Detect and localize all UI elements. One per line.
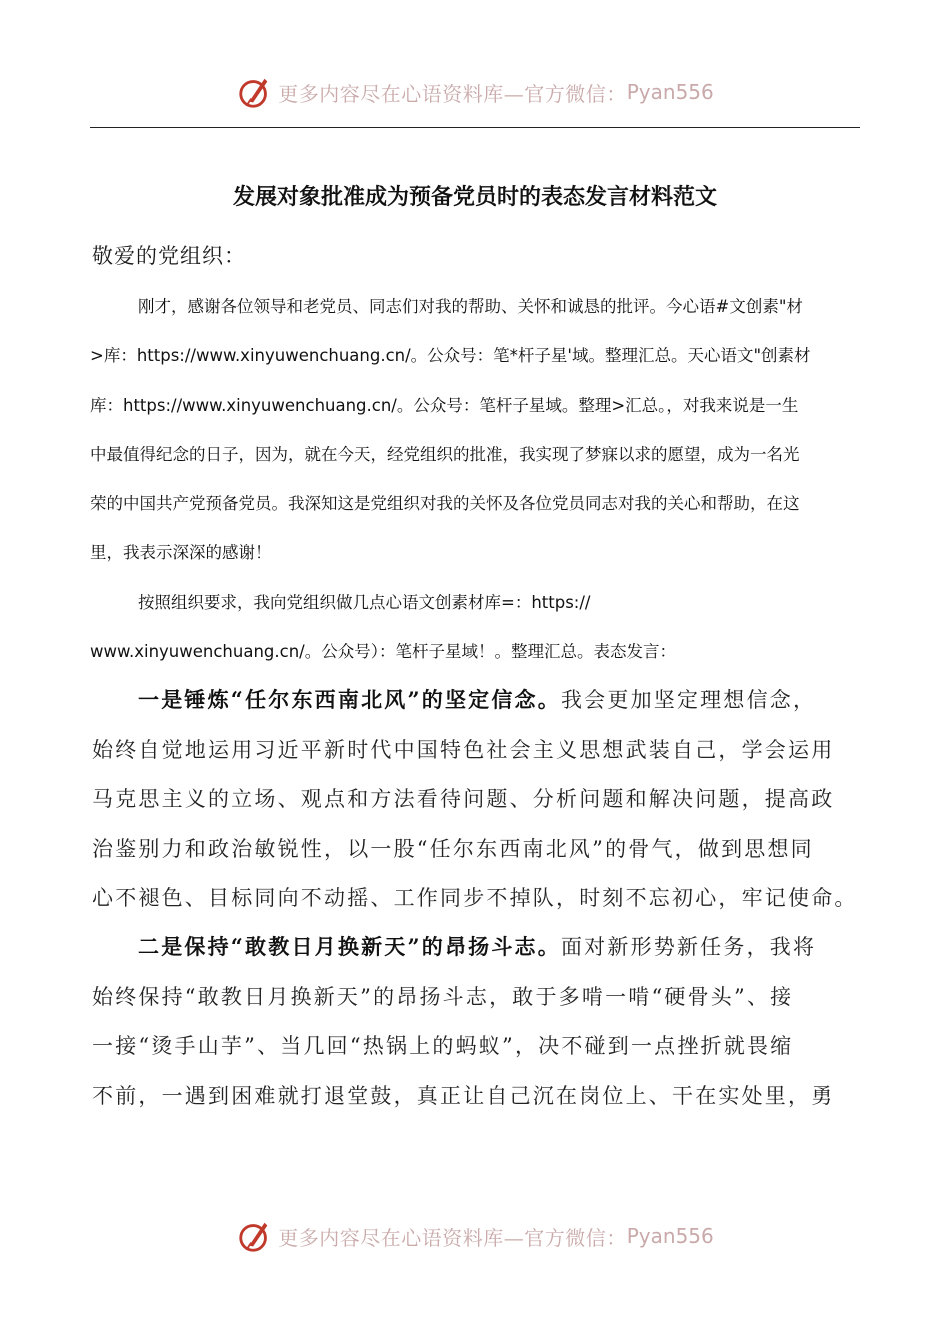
point-two xyxy=(92,922,882,1121)
footer-banner xyxy=(0,1216,950,1256)
paragraph-line: www.xinyuwenchuang.cn/。公众号）：笔杆子星域！。整理汇总。表态发言： xyxy=(90,642,676,662)
header-banner xyxy=(0,72,950,112)
point-line: 始终自觉地运用习近平新时代中国特色社会主义思想武装自己，学会运用 xyxy=(92,737,835,762)
point-first-line-rest: 我会更加坚定理想信念， xyxy=(560,688,817,712)
point-line: 不前，一遇到困难就打退堂鼓，真正让自己沉在岗位上、干在实处里，勇 xyxy=(92,1083,835,1108)
point-line: 一接“烫手山芋”、当几回“热锅上的蚂蚁”，决不碰到一点挫折就畏缩 xyxy=(92,1034,794,1058)
document-title: 发展对象批准成为预备党员时的表态发言材料范文 xyxy=(232,185,717,210)
paragraph-line: 中最值得纪念的日子，因为，就在今天，经党组织的批准，我实现了梦寐以求的愿望，成为一名光 xyxy=(90,444,800,464)
point-one xyxy=(92,675,882,924)
quill-logo-icon xyxy=(236,1217,274,1255)
header-rule xyxy=(90,127,860,128)
point-first-line-rest: 面对新形势新任务，我将 xyxy=(560,935,817,959)
point-line: 治鉴别力和政治敏锐性，以一股“任尔东西南北风”的骨气，做到思想同 xyxy=(92,836,814,861)
point-first-line xyxy=(92,922,882,973)
paragraph-line: 刚才，感谢各位领导和老党员、同志们对我的帮助、关怀和诚恳的批评。今心语#文创素"材 xyxy=(138,297,803,316)
point-heading: 一是锤炼“任尔东西南北风”的坚定信念。 xyxy=(138,687,561,712)
point-heading: 二是保持“敢教日月换新天”的昂扬斗志。 xyxy=(138,934,561,959)
point-first-line xyxy=(92,675,882,726)
banner-wechat-id: Pyan556 xyxy=(626,80,714,104)
point-line: 始终保持“敢教日月换新天”的昂扬斗志，敢于多啃一啃“硬骨头”、接 xyxy=(92,984,794,1009)
paragraph-line: 按照组织要求，我向党组织做几点心语文创素材库=：https:// xyxy=(138,593,591,612)
paragraph-line: 库：https://www.xinyuwenchuang.cn/。公众号：笔杆子星域。整理>汇总。，对我来说是一生 xyxy=(90,395,799,415)
paragraph-line: 里，我表示深深的感谢！ xyxy=(90,543,272,563)
salutation: 敬爱的党组织： xyxy=(92,244,246,268)
paragraph-line: 荣的中国共产党预备党员。我深知这是党组织对我的关怀及各位党员同志对我的关心和帮助，在这 xyxy=(90,494,800,514)
point-line: 马克思主义的立场、观点和方法看待问题、分析问题和解决问题，提高政 xyxy=(92,787,835,811)
banner-wechat-id: Pyan556 xyxy=(626,1224,714,1248)
paragraph-line: >库：https://www.xinyuwenchuang.cn/。公众号：笔*杆子星'域。整理汇总。天心语文"创素材 xyxy=(90,346,811,366)
quill-logo-icon xyxy=(236,73,274,111)
banner-text: 更多内容尽在心语资料库—官方微信： xyxy=(278,81,627,106)
banner-text: 更多内容尽在心语资料库—官方微信： xyxy=(278,1225,627,1250)
paragraph-requirements xyxy=(90,578,865,677)
point-line: 心不褪色、目标同向不动摇、工作同步不掉队，时刻不忘初心，牢记使命。 xyxy=(92,886,858,910)
paragraph-intro xyxy=(90,282,865,578)
